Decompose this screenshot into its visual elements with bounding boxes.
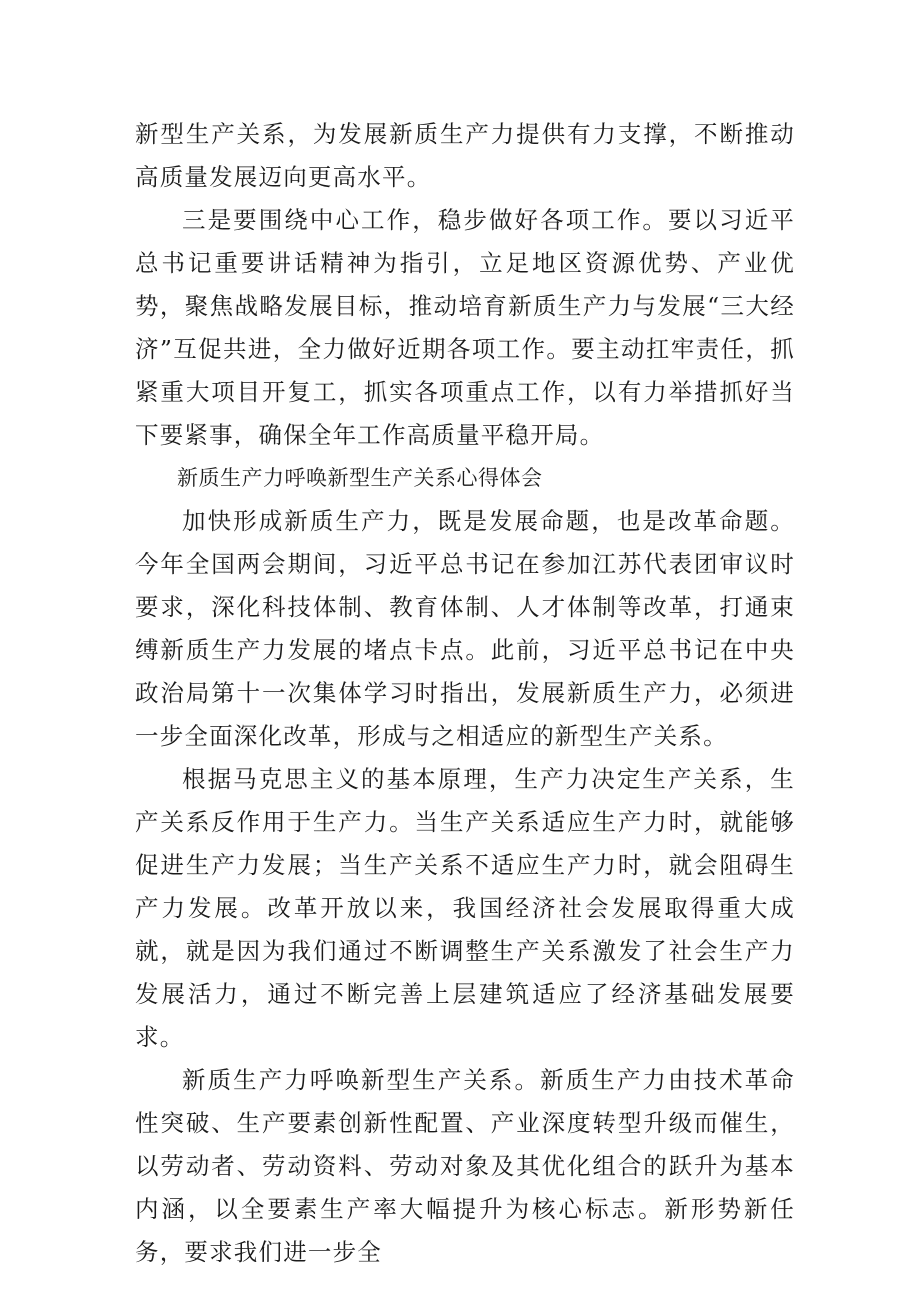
paragraph-intro: 加快形成新质生产力，既是发展命题，也是改革命题。今年全国两会期间，习近平总书记在参加江苏代表团审议时要求，深化科技体制、教育体制、人才体制等改革，打通束缚新质生产力发展的堵点卡点。此前，习近平总书记在中央政治局第十一次集体学习时指出，发展新质生产力，必须进一步全面深化改革，形成与之相适应的新型生产关系。 bbox=[135, 507, 795, 750]
paragraph-third-point: 三是要围绕中心工作，稳步做好各项工作。要以习近平总书记重要讲话精神为指引，立足地区资源优势、产业优势，聚焦战略发展目标，推动培育新质生产力与发展“三大经济”互促共进，全力做好近期各项工作。要主动扛牢责任，抓紧重大项目开复工，抓实各项重点工作，以有力举措抓好当下要紧事，确保全年工作高质量平稳开局。 bbox=[135, 206, 795, 449]
paragraph-new-relations: 新质生产力呼唤新型生产关系。新质生产力由技术革命性突破、生产要素创新性配置、产业深度转型升级而催生，以劳动者、劳动资料、劳动对象及其优化组合的跃升为基本内涵，以全要素生产率大幅提升为核心标志。新形势新任务，要求我们进一步全 bbox=[135, 1066, 795, 1266]
document-body bbox=[135, 113, 795, 1274]
paragraph-marxism: 根据马克思主义的基本原理，生产力决定生产关系，生产关系反作用于生产力。当生产关系适应生产力时，就能够促进生产力发展；当生产关系不适应生产力时，就会阻碍生产力发展。改革开放以来，我国经济社会发展取得重大成就，就是因为我们通过不断调整生产关系激发了社会生产力发展活力，通过不断完善上层建筑适应了经济基础发展要求。 bbox=[135, 765, 795, 1051]
section-heading: 新质生产力呼唤新型生产关系心得体会 bbox=[177, 466, 543, 490]
paragraph-continuation: 新型生产关系，为发展新质生产力提供有力支撑，不断推动高质量发展迈向更高水平。 bbox=[135, 120, 795, 191]
